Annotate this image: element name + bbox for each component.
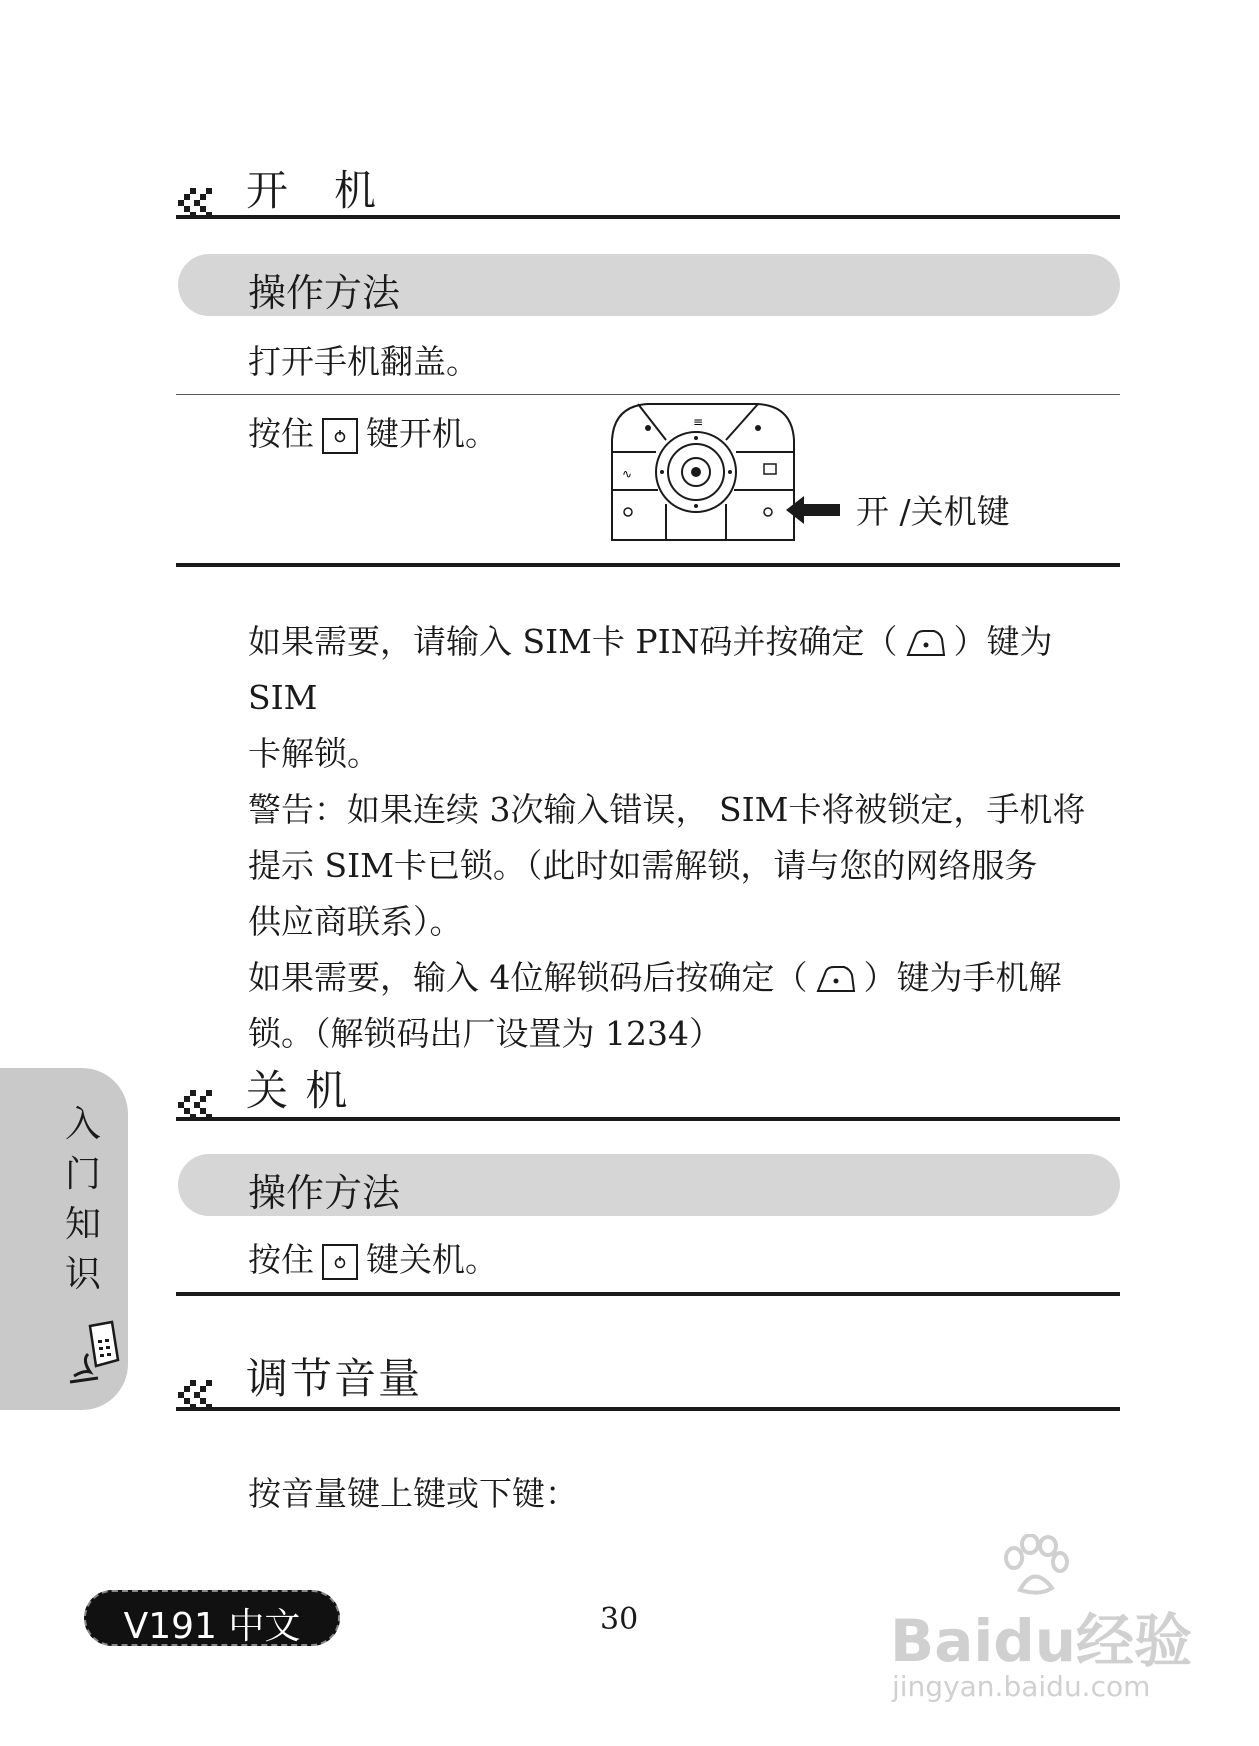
power-key-icon (322, 1244, 358, 1280)
volume-instruction: 按音量键上键或下键： (248, 1474, 578, 1513)
section-title-power-on: 开 机 (246, 166, 379, 215)
svg-text:≡: ≡ (693, 415, 704, 429)
text-line: 锁。（解锁码出厂设置为 1234） (248, 1014, 722, 1053)
svg-text:∿: ∿ (622, 467, 633, 481)
chapter-side-tab (0, 1068, 128, 1410)
paw-logo-icon (1000, 1534, 1070, 1600)
warning-line: 供应商联系）。 (248, 902, 463, 941)
text-line: 如果需要，输入 4位解锁码后按确定（ ）键为手机解 (248, 958, 1062, 997)
step-suffix: 键开机。 (366, 414, 498, 453)
side-tab-label: 入 门 知 识 (64, 1104, 101, 1295)
method-pill (178, 1154, 1120, 1216)
step-prefix: 按住 (248, 1240, 314, 1279)
method-label: 操作方法 (248, 1171, 401, 1215)
step-prefix: 按住 (248, 414, 314, 453)
text-line: 卡解锁。 (248, 734, 380, 773)
paragraph-sim-unlock (248, 614, 1128, 1062)
text-line: 如果需要，请输入 SIM卡 PIN码并按确定（ ）键为 SIM (248, 622, 1053, 717)
keypad-diagram (608, 400, 798, 544)
watermark-url: jingyan.baidu.com (892, 1670, 1151, 1703)
phone-icon (68, 1320, 126, 1388)
arrow-left-icon (786, 496, 840, 524)
page-number: 30 (600, 1602, 639, 1637)
warning-line: 提示 SIM卡已锁。（此时如需解锁，请与您的网络服务 (248, 846, 1038, 885)
section-rule (176, 1407, 1120, 1411)
step-divider (176, 394, 1120, 395)
section-rule (176, 215, 1120, 219)
power-key-callout: 开 /关机键 (856, 492, 1010, 531)
method-pill (178, 254, 1120, 316)
power-key-icon (322, 418, 358, 454)
step-suffix: 键关机。 (366, 1240, 498, 1279)
section-rule (176, 1292, 1120, 1296)
step-press-power (248, 406, 498, 462)
step-open-flip: 打开手机翻盖。 (248, 342, 479, 381)
section-title-volume: 调节音量 (246, 1354, 423, 1403)
method-label: 操作方法 (248, 271, 401, 315)
section-title-power-off: 关 机 (246, 1066, 350, 1115)
model-badge (84, 1590, 340, 1646)
warning-line: 警告：如果连续 3次输入错误， SIM卡将被锁定，手机将 (248, 790, 1086, 829)
section-rule (176, 1117, 1120, 1121)
watermark-brand: Baidu经验 (890, 1607, 1193, 1675)
section-rule (176, 563, 1120, 567)
ok-key-icon (904, 629, 948, 659)
model-badge-text: V191 中文 (123, 1606, 301, 1647)
step-press-power-off (248, 1232, 498, 1288)
ok-key-icon (814, 965, 858, 995)
